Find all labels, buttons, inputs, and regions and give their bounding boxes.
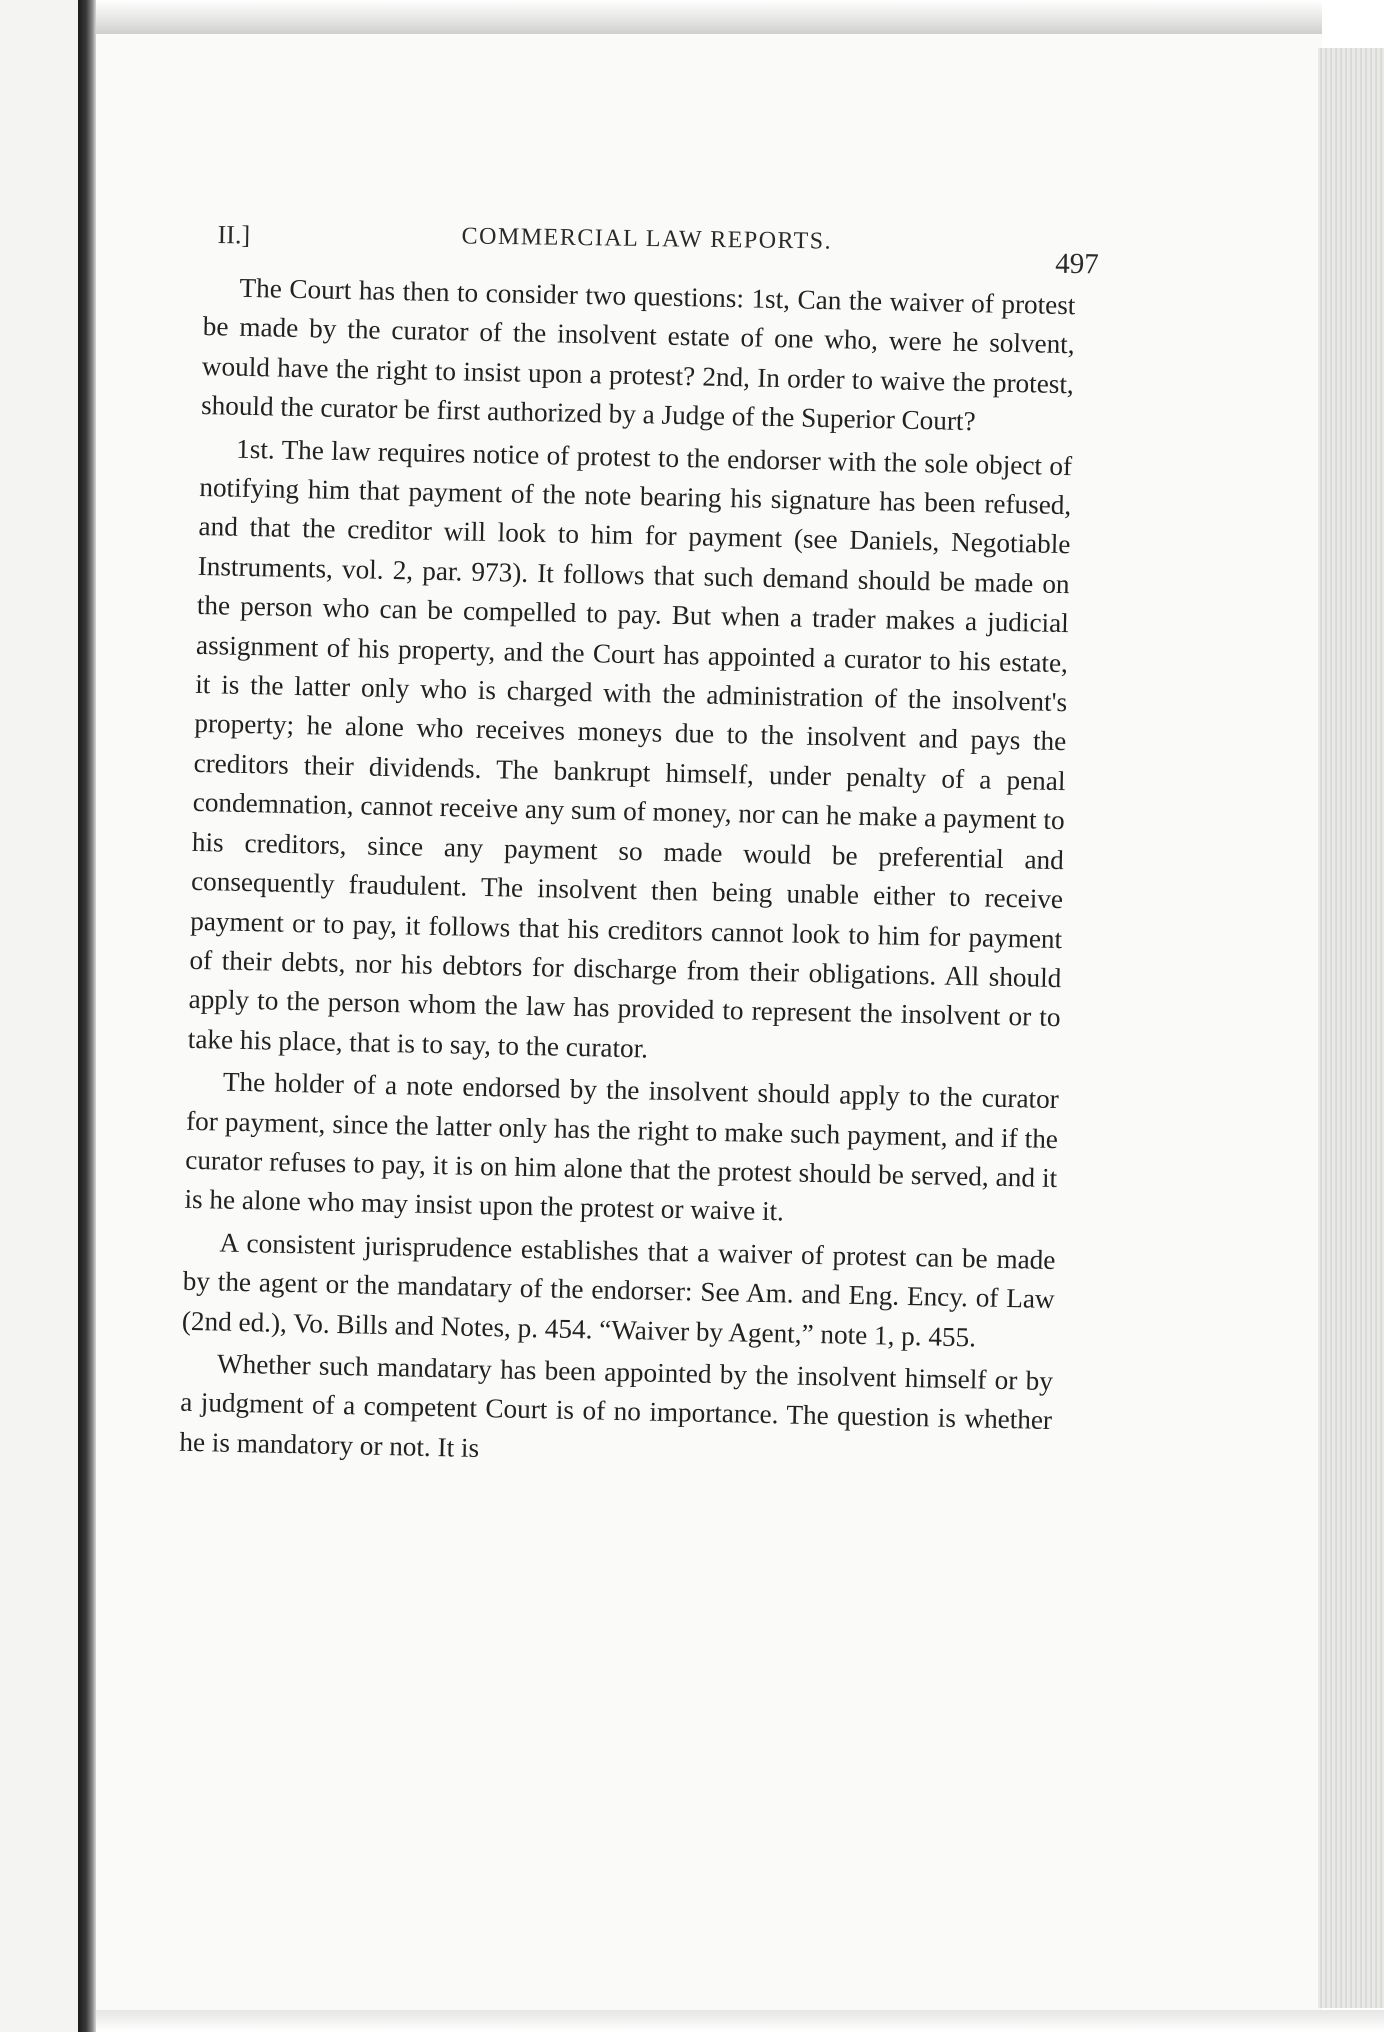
body-text <box>179 268 1076 1483</box>
page-bottom-edge <box>96 2010 1384 2032</box>
paragraph-mandatary: Whether such mandatary has been appointed by the insolvent himself or by a judgment of a competent Court is of no importance. The question is whether he is mandatory or not. It is <box>179 1348 1054 1463</box>
paragraph-questions: The Court has then to consider two questions: 1st, Can the waiver of protest be made by the curator of the insolvent estate of one who, were he solvent, would have the right to insist upon a protest? 2nd, In order to waive the protest, should the curator be first authorized by a Judge of the Superior Court? <box>200 272 1076 437</box>
paragraph-jurisprudence: A consistent jurisprudence establishes that a waiver of protest can be made by the agent or the mandatary of the endorser: See Am. and Eng. Ency. of Law (2nd ed.), Vo. Bills and Notes, p. 454. “Waiver by Agent,” note 1, p. 455. <box>181 1227 1056 1352</box>
page-number: 497 <box>1055 247 1100 281</box>
running-title: COMMERCIAL LAW REPORTS. <box>461 223 833 255</box>
book-gutter <box>78 0 96 2032</box>
facing-page-edge <box>0 0 78 2032</box>
paragraph-holder-of-note: The holder of a note endorsed by the insolvent should apply to the curator for payment, since the latter only has the right to make such payment, and if the curator refuses to pay, it is on him alone that the protest should be served, and it is he alone who may insist upon the protest or waive it. <box>184 1066 1060 1227</box>
page-stack-edge <box>1318 48 1384 2008</box>
section-marker: II.] <box>217 219 251 250</box>
paragraph-first-question: 1st. The law requires notice of protest to the endorser with the sole object of notifying him that payment of the note bearing his signature has been refused, and that the creditor will look to him for payment (see Daniels, Negotiable Instruments, vol. 2, par. 973). It follows that such demand should be made on the person who can be compelled to pay. But when a trader makes a judicial assignment of his property, and the Court has appointed a curator to his estate, it is the latter only who is charged with the administration of the insolvent's property; he alone who receives moneys due to the insolvent and pays the creditors their dividends. The bankrupt himself, under penalty of a penal condemnation, cannot receive any sum of money, nor can he make a payment to his creditors, since any payment so made would be preferential and consequently fraudulent. The insolvent then being unable either to receive payment or to pay, it follows that his creditors cannot look to him for payment of their debts, nor his debtors for discharge from their obligations. All should apply to the person whom the law has provided to represent the insolvent or to take his place, that is to say, to the curator. <box>187 433 1073 1064</box>
page-top-shadow <box>96 0 1322 34</box>
